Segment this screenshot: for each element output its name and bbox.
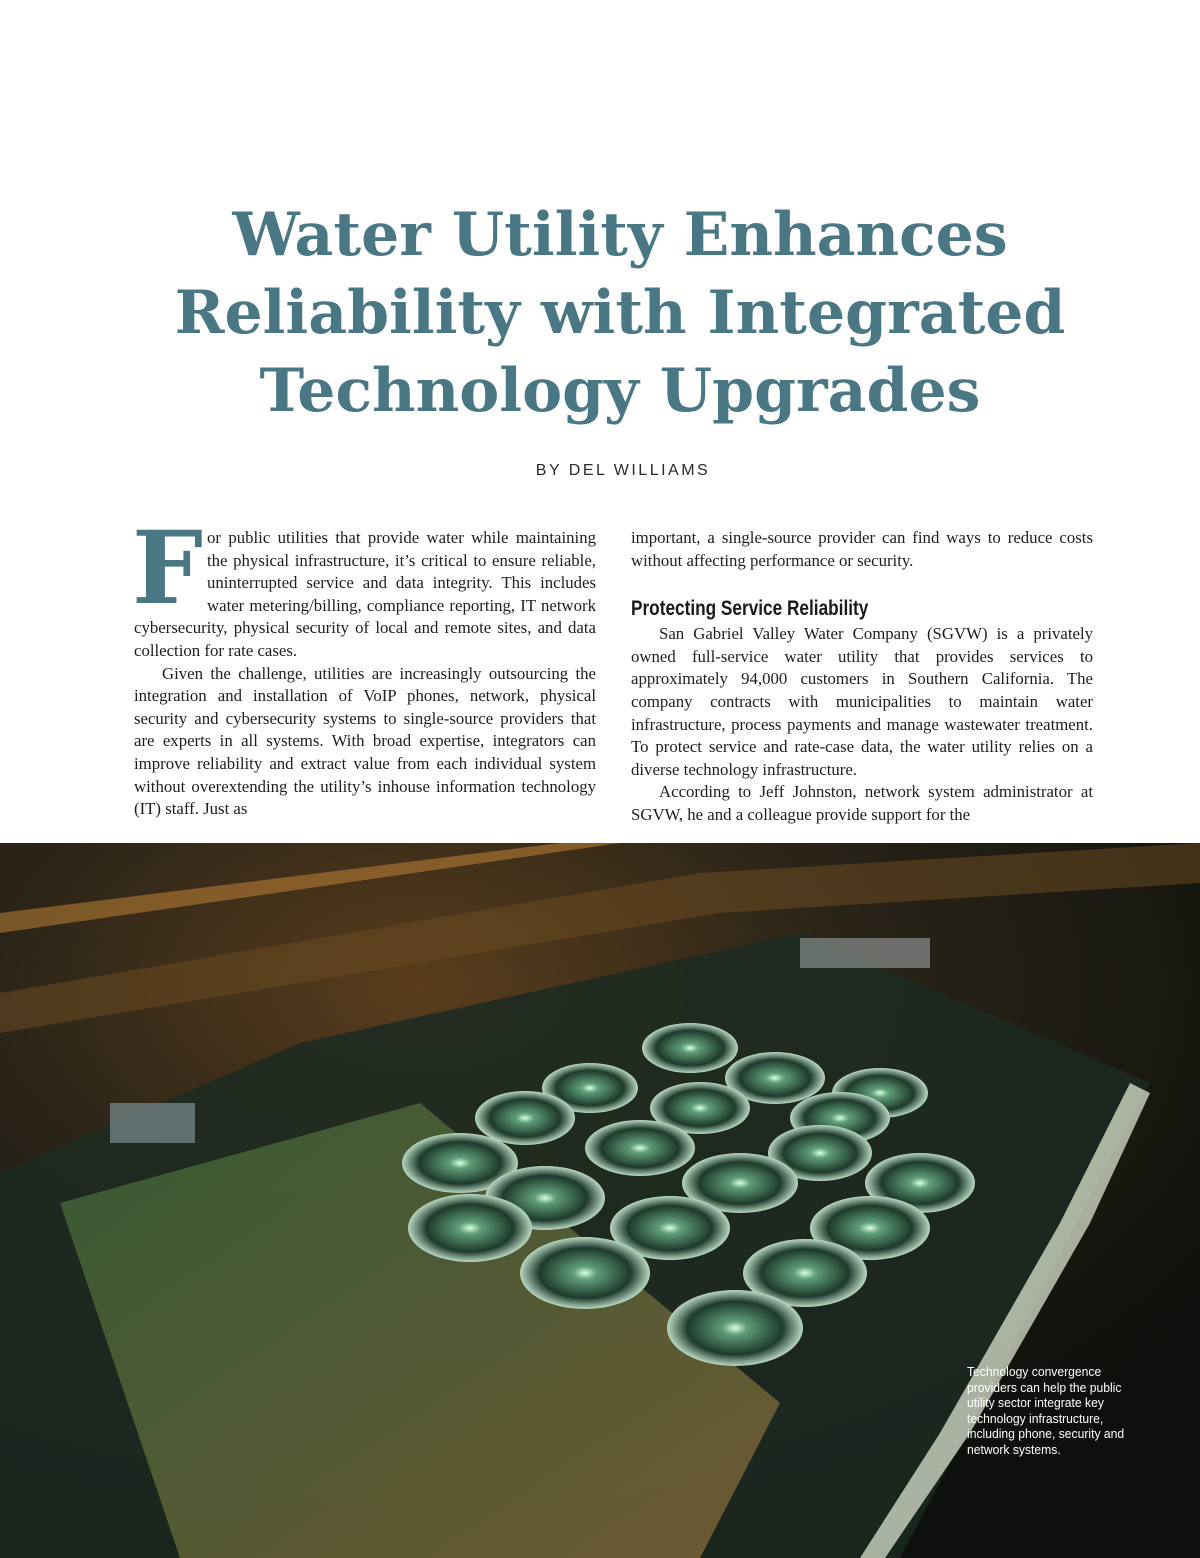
photo-caption: Technology convergence providers can help the public utility sector integrate key technology infrastructure, including phone, security and network systems. [967, 1364, 1125, 1457]
paragraph-intro-text: or public utilities that provide water while maintaining the physical infrastructure, it’s critical to ensure reliable, uninterrupted service and data integrity. This includes water metering/billing, compliance reporting, IT network cybersecurity, physical security of local and remote sites, and data collection for rate cases. [134, 528, 596, 660]
paragraph-costs: important, a single-source provider can find ways to reduce costs without affecting performance or security. [631, 528, 1093, 570]
section-subhead: Protecting Service Reliability [631, 597, 869, 621]
article-title [100, 196, 1140, 430]
paragraph-challenge: Given the challenge, utilities are increasingly outsourcing the integration and installation of VoIP phones, network, physical security and cybersecurity systems to single-source providers that are experts in all systems. With broad expertise, integrators can improve reliability and extract value from each individual system without overextending the utility’s inhouse information technology (IT) staff. Just as [134, 663, 596, 819]
drop-cap: F [132, 509, 203, 627]
building [110, 1103, 195, 1143]
building [800, 938, 930, 968]
paragraph-sgvw: San Gabriel Valley Water Company (SGVW) is a privately owned full-service water utility that provides services to approximately 94,000 customers in Southern California. The company contracts with municipalities to maintain water infrastructure, process payments and manage wastewater treatment. To protect service and rate-case data, the water utility relies on a diverse technology infrastructure. [631, 624, 1093, 779]
column-right [631, 527, 1093, 827]
paragraph-intro [132, 509, 596, 663]
title-line-2: Reliability with Integrated [174, 278, 1066, 348]
title-line-3: Technology Upgrades [259, 356, 981, 426]
title-line-1: Water Utility Enhances [232, 200, 1008, 270]
byline: BY DEL WILLIAMS [535, 462, 711, 479]
column-left [132, 509, 596, 821]
paragraph-johnston: According to Jeff Johnston, network system administrator at SGVW, he and a colleague provide support for the [631, 782, 1093, 824]
